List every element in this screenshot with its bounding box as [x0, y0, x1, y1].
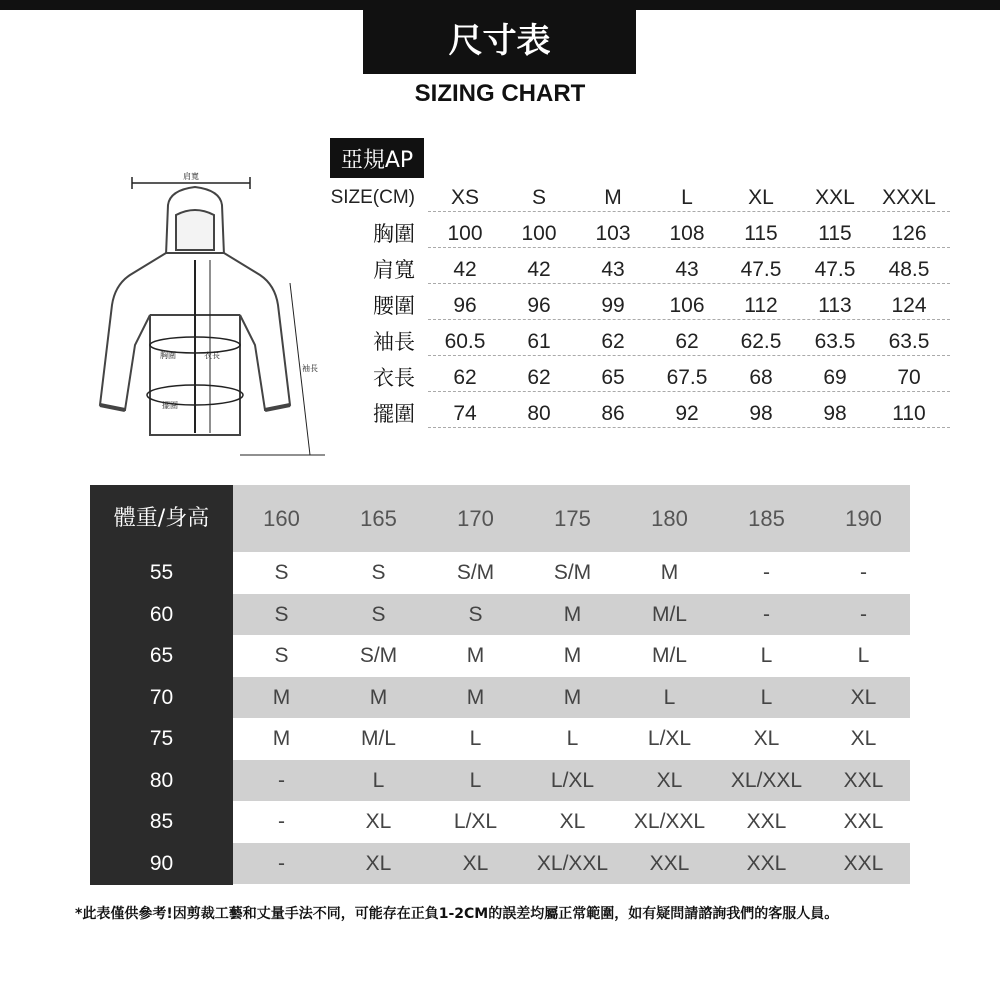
- measurement-cell: 43: [601, 258, 625, 281]
- fit-row: [90, 718, 910, 760]
- chest-label: 胸圍: [160, 351, 176, 360]
- fit-row: [90, 552, 910, 594]
- measurement-label: 袖長: [373, 330, 415, 354]
- measurement-label: 擺圍: [373, 402, 415, 426]
- fit-cell: XXL: [843, 810, 884, 833]
- height-header: 160: [263, 506, 300, 531]
- measurement-cell: 124: [891, 294, 927, 317]
- length-label: 衣長: [204, 351, 220, 360]
- measurement-cell: 110: [892, 402, 926, 425]
- size-col-header: XL: [748, 186, 774, 209]
- fit-cell: XL: [462, 851, 489, 875]
- fit-header-row: [90, 485, 910, 552]
- fit-cell: M: [466, 644, 485, 667]
- weight-label: 70: [149, 685, 174, 709]
- measurement-row: [320, 216, 950, 252]
- fit-cell: XL: [753, 727, 780, 750]
- hem-label: 擺圍: [162, 401, 178, 410]
- fit-cell: -: [278, 810, 285, 833]
- page-subtitle: SIZING CHART: [414, 80, 586, 107]
- measurement-row: [320, 252, 950, 288]
- fit-cell: XL/XXL: [730, 768, 803, 792]
- fit-cell: XL/XXL: [633, 810, 706, 833]
- measurement-cell: 113: [818, 294, 852, 317]
- measurement-cell: 70: [897, 366, 921, 389]
- height-header: 175: [554, 506, 591, 531]
- fit-cell: XL: [656, 768, 683, 792]
- size-col-header: XXXL: [882, 186, 936, 209]
- fit-cell: XXL: [843, 851, 884, 875]
- fit-cell: M: [466, 685, 485, 709]
- measurement-cell: 43: [675, 258, 699, 281]
- fit-cell: M: [272, 685, 291, 709]
- weight-label: 80: [149, 768, 174, 792]
- measurement-cell: 99: [601, 294, 625, 317]
- footnote: *此表僅供參考!因剪裁工藝和丈量手法不同，可能存在正負1-2CM的誤差均屬正常範圍，如有疑問請諮詢我們的客服人員。: [75, 906, 839, 922]
- measurement-cell: 63.5: [888, 330, 930, 353]
- measurement-cell: 126: [891, 222, 927, 245]
- fit-cell: -: [860, 602, 867, 626]
- measurement-cell: 74: [453, 402, 477, 425]
- measurement-cell: 42: [453, 258, 477, 281]
- fit-row: [90, 594, 910, 636]
- measurement-cell: 47.5: [740, 258, 782, 281]
- measurement-label: 肩寬: [373, 258, 415, 282]
- measurement-cell: 60.5: [444, 330, 486, 353]
- measurement-cell: 62: [453, 366, 477, 389]
- fit-cell: S/M: [553, 561, 592, 584]
- fit-cell: M/L: [651, 644, 687, 667]
- fit-cell: S: [274, 561, 289, 584]
- fit-cell: XL: [365, 851, 392, 875]
- fit-cell: M/L: [651, 602, 687, 626]
- fit-cell: L: [566, 727, 579, 750]
- size-col-header: XS: [450, 186, 479, 209]
- measurement-cell: 103: [595, 222, 631, 245]
- measurement-cell: 67.5: [666, 366, 708, 389]
- measurement-cell: 115: [744, 222, 778, 245]
- region-tag: 亞規AP: [330, 138, 424, 178]
- measurement-cell: 62: [675, 330, 699, 353]
- measurement-label: 腰圍: [373, 294, 415, 318]
- fit-cell: XXL: [746, 851, 787, 875]
- fit-corner-label: 體重/身高: [113, 506, 210, 531]
- measurement-cell: 63.5: [814, 330, 856, 353]
- fit-cell: L: [857, 644, 870, 667]
- measurement-cell: 112: [744, 294, 778, 317]
- measurement-row: [320, 324, 950, 360]
- measurement-cell: 115: [818, 222, 852, 245]
- jacket-diagram: [90, 165, 330, 465]
- measurement-cell: 42: [527, 258, 551, 281]
- fit-cell: XXL: [843, 768, 884, 792]
- fit-cell: L: [760, 685, 773, 709]
- fit-cell: S: [274, 602, 289, 626]
- fit-table: [90, 485, 910, 885]
- fit-cell: -: [278, 768, 285, 792]
- weight-label: 65: [149, 644, 174, 667]
- size-col-header: L: [681, 186, 693, 209]
- measurement-cell: 62: [601, 330, 625, 353]
- fit-cell: M: [369, 685, 388, 709]
- measurement-cell: 48.5: [888, 258, 930, 281]
- fit-cell: L/XL: [647, 727, 692, 750]
- weight-label: 75: [149, 727, 174, 750]
- fit-cell: L: [760, 644, 773, 667]
- size-col-header: S: [531, 186, 546, 209]
- height-header: 190: [845, 506, 882, 531]
- weight-label: 60: [149, 602, 174, 626]
- fit-row: [90, 677, 910, 719]
- measurement-cell: 108: [669, 222, 705, 245]
- fit-cell: S: [468, 602, 483, 626]
- fit-cell: XL: [365, 810, 392, 833]
- sleeve-label: 袖長: [302, 364, 318, 373]
- fit-cell: L: [469, 727, 482, 750]
- height-header: 170: [457, 506, 494, 531]
- height-header: 165: [360, 506, 397, 531]
- measurement-cell: 100: [447, 222, 483, 245]
- measurement-cell: 106: [669, 294, 705, 317]
- fit-cell: L: [372, 768, 385, 792]
- fit-cell: S/M: [359, 644, 398, 667]
- height-header: 180: [651, 506, 688, 531]
- fit-cell: L: [469, 768, 482, 792]
- fit-row: [90, 801, 910, 843]
- fit-cell: L/XL: [550, 768, 595, 792]
- fit-cell: M: [563, 644, 582, 667]
- weight-label: 90: [149, 851, 174, 875]
- fit-cell: -: [763, 561, 770, 584]
- fit-row: [90, 760, 910, 802]
- measurement-row: [320, 288, 950, 324]
- size-col-header: M: [604, 186, 622, 209]
- weight-label: 55: [149, 561, 174, 584]
- measurement-cell: 62.5: [740, 330, 782, 353]
- size-col-header: XXL: [815, 186, 855, 209]
- measurement-row: [320, 396, 950, 432]
- height-header: 185: [748, 506, 785, 531]
- fit-cell: S: [371, 561, 386, 584]
- measurement-cell: 100: [521, 222, 557, 245]
- measurement-cell: 86: [601, 402, 625, 425]
- fit-cell: M: [272, 727, 291, 750]
- fit-cell: L: [663, 685, 676, 709]
- fit-cell: L/XL: [453, 810, 498, 833]
- measurement-label: 衣長: [373, 366, 415, 390]
- fit-cell: XXL: [649, 851, 690, 875]
- measurement-cell: 62: [527, 366, 551, 389]
- measurement-cell: 98: [749, 402, 773, 425]
- size-header-label: SIZE(CM): [330, 187, 415, 208]
- shoulder-label: 肩寬: [183, 172, 199, 181]
- measurement-label: 胸圍: [373, 222, 415, 246]
- fit-cell: M: [563, 602, 582, 626]
- size-header-row: [320, 180, 950, 216]
- fit-cell: M: [660, 561, 679, 584]
- fit-cell: XL: [850, 685, 877, 709]
- measurement-cell: 61: [527, 330, 551, 353]
- fit-cell: XL: [850, 727, 877, 750]
- page-title: 尺寸表: [363, 0, 636, 74]
- measurement-cell: 65: [601, 366, 625, 389]
- fit-cell: XL: [559, 810, 586, 833]
- fit-cell: XL/XXL: [536, 851, 609, 875]
- fit-cell: -: [278, 851, 285, 875]
- measurement-cell: 96: [453, 294, 477, 317]
- measurement-cell: 80: [527, 402, 551, 425]
- measurement-cell: 47.5: [814, 258, 856, 281]
- fit-cell: XXL: [746, 810, 787, 833]
- fit-cell: S: [371, 602, 386, 626]
- fit-cell: S: [274, 644, 289, 667]
- measurement-cell: 96: [527, 294, 551, 317]
- fit-row: [90, 843, 910, 885]
- measurement-cell: 92: [675, 402, 699, 425]
- fit-cell: M/L: [360, 727, 396, 750]
- fit-cell: -: [763, 602, 770, 626]
- fit-cell: S/M: [456, 561, 495, 584]
- fit-row: [90, 635, 910, 677]
- measurement-cell: 69: [823, 366, 847, 389]
- fit-cell: M: [563, 685, 582, 709]
- measurement-cell: 98: [823, 402, 847, 425]
- measurement-row: [320, 360, 950, 396]
- measurement-cell: 68: [749, 366, 773, 389]
- weight-label: 85: [149, 810, 174, 833]
- fit-cell: -: [860, 561, 867, 584]
